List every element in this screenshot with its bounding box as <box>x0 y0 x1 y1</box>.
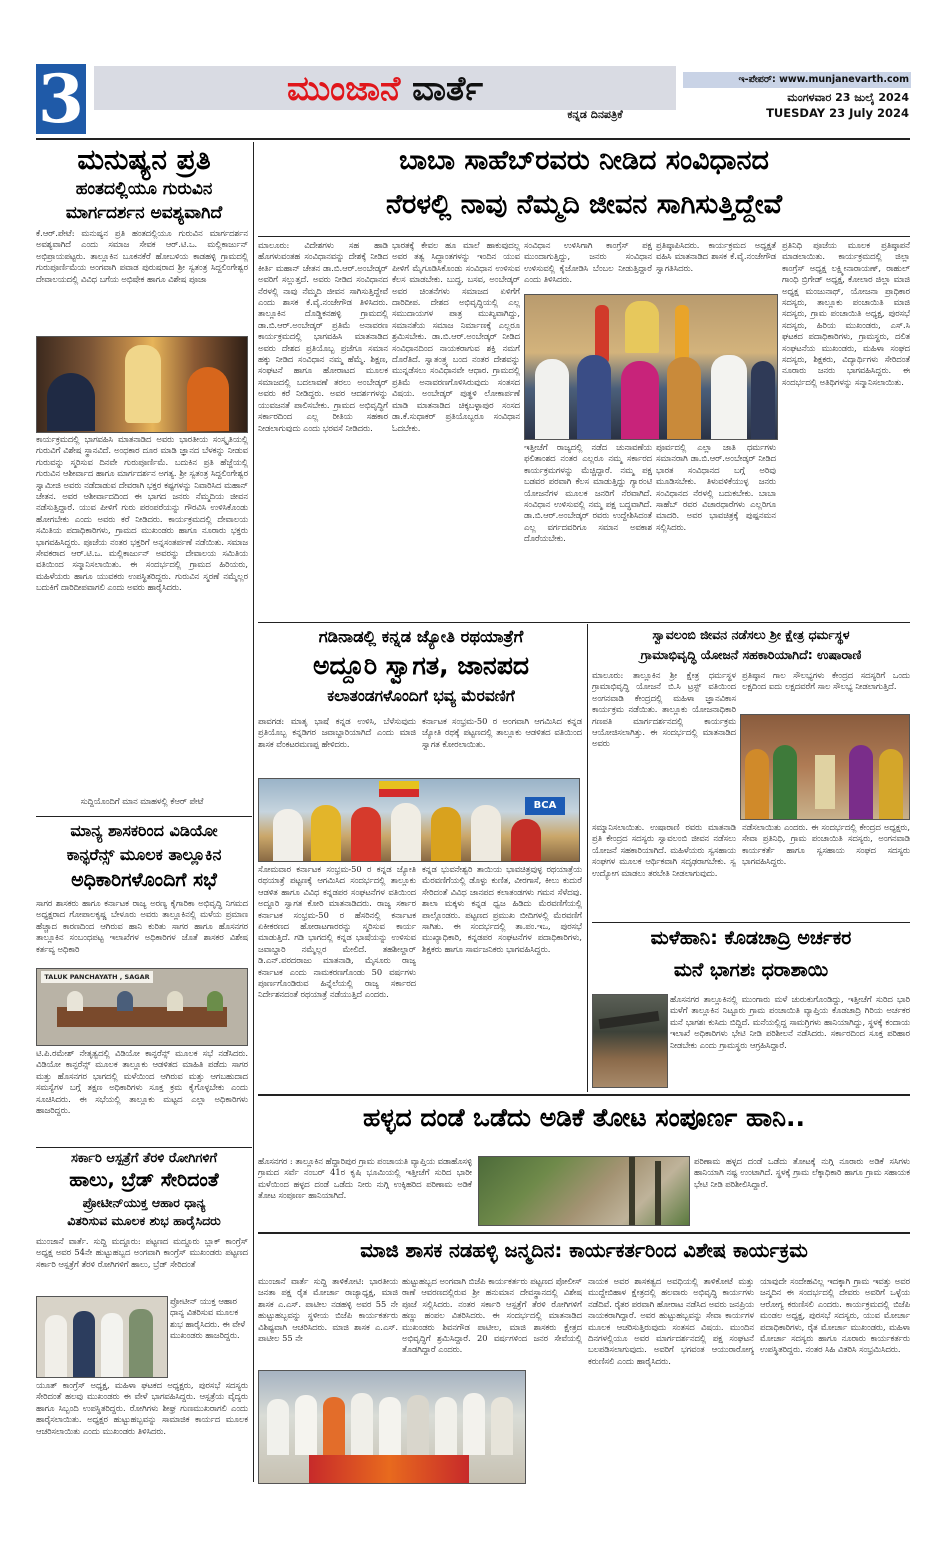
lead-photo-person <box>711 355 747 439</box>
ratha-photo-person <box>311 805 341 861</box>
hospital-photo-person <box>45 1315 67 1377</box>
dharma-photo-person <box>745 749 769 819</box>
dharma-title-2: ಗ್ರಾಮಾಭಿವೃದ್ಧಿ ಯೋಜನೆ ಸಹಕಾರಿಯಾಗಿದೆ: ಉಷಾರಾಣಿ <box>640 647 862 662</box>
logo-part-black: ವಾರ್ತೆ <box>412 69 483 109</box>
birthday-col-3: ನಾಯಕ ಅವರ ಶಾಸಕತ್ವದ ಅವಧಿಯಲ್ಲಿ ತಾಳಿಕೋಟೆ ಮತ್ತು ಮುದ್ದೇಬಿಹಾಳ ಕ್ಷೇತ್ರದಲ್ಲಿ ಹಲವಾರು ಅಭಿವೃದ್ಧಿ ಕಾರ್ಯಗಳು ನಡೆದಿವೆ. ರೈತರ ಪರವಾಗಿ ಹೋರಾಟ ನಡೆಸಿದ ಅವರು ಜನಪ್ರಿಯ ನಾಯಕರಾಗಿದ್ದಾರೆ. ಅವರ ಹುಟ್ಟುಹಬ್ಬವನ್ನು ಸೇವಾ ಕಾರ್ಯಗಳ ಮೂಲಕ ಆಚರಿಸುತ್ತಿರುವುದು ಸಂತಸದ ವಿಷಯ. ಮುಂದಿನ ದಿನಗಳಲ್ಲಿಯೂ ಅವರ ಮಾರ್ಗದರ್ಶನದಲ್ಲಿ ಪಕ್ಷ ಸಂಘಟನೆ ಬಲಪಡಿಸಲಾಗುವುದು. ಅವರಿಗೆ ಭಗವಂತ ಆಯುರಾರೋಗ್ಯ ಕರುಣಿಸಲಿ ಎಂದು ಹಾರೈಸಿದರು. <box>588 1276 754 1366</box>
date-english: TUESDAY 23 July 2024 <box>766 106 909 120</box>
rain-photo-roof <box>599 1011 660 1029</box>
lead-photo-statue <box>625 301 659 353</box>
hospital-body-side: ಪ್ರೋಟೀನ್ ಯುಕ್ತ ಆಹಾರ ಧಾನ್ಯ ವಿತರಿಸುವ ಮೂಲಕ ಶುಭ ಹಾರೈಸಿದರು. ಈ ವೇಳೆ ಮುಖಂಡರು ಹಾಜರಿದ್ದರು. <box>170 1296 246 1341</box>
birthday-photo-person <box>295 1395 317 1455</box>
rain-photo <box>592 994 668 1088</box>
hospital-photo-person <box>129 1309 153 1377</box>
guru-body-2: ಕಾರ್ಯಕ್ರಮದಲ್ಲಿ ಭಾಗವಹಿಸಿ ಮಾತನಾಡಿದ ಅವರು ಭಾರತೀಯ ಸಂಸ್ಕೃತಿಯಲ್ಲಿ ಗುರುವಿಗೆ ವಿಶೇಷ ಸ್ಥಾನವಿದೆ. ಅಂಧಕಾರ ದೂರ ಮಾಡಿ ಜ್ಞಾನದ ಬೆಳಕನ್ನು ನೀಡುವ ಗುರುವನ್ನು ಸ್ಮರಿಸುವ ದಿನವೇ ಗುರುಪೂರ್ಣಿಮೆ. ಬದುಕಿನ ಪ್ರತಿ ಹೆಜ್ಜೆಯಲ್ಲಿ ಗುರುವಿನ ಆಶೀರ್ವಾದ ಹಾಗೂ ಮಾರ್ಗದರ್ಶನ ಅಗತ್ಯ. ಶ್ರೀ ಸ್ವತಂತ್ರ ಸಿದ್ದಲಿಂಗೇಶ್ವರ ಸ್ವಾಮೀಜಿ ಅವರು ನಡೆದಾಡುವ ದೇವರಾಗಿ ಭಕ್ತರ ಕಷ್ಟಗಳನ್ನು ನಿವಾರಿಸಿದ ಮಹಾನ್ ಚೇತನ. ಅವರ ಆಶೀರ್ವಾದದಿಂದ ಈ ಭಾಗದ ಜನರು ನೆಮ್ಮದಿಯ ಜೀವನ ನಡೆಸುತ್ತಿದ್ದಾರೆ. ಯುವ ಪೀಳಿಗೆ ಗುರು ಪರಂಪರೆಯನ್ನು ಗೌರವಿಸಿ ಉಳಿಸಿಕೊಂಡು ಹೋಗಬೇಕು ಎಂದು ಅವರು ಕರೆ ನೀಡಿದರು. ಕಾರ್ಯಕ್ರಮದಲ್ಲಿ ದೇವಾಲಯ ಸಮಿತಿಯ ಪದಾಧಿಕಾರಿಗಳು, ಗ್ರಾಮದ ಮುಖಂಡರು ಹಾಗೂ ನೂರಾರು ಭಕ್ತರು ಭಾಗವಹಿಸಿದ್ದರು. ಪೂಜೆಯ ನಂತರ ಭಕ್ತರಿಗೆ ಅನ್ನಸಂತರ್ಪಣೆ ನಡೆಯಿತು. ಸಮಾಜ ಸೇವಕರಾದ ಆರ್.ಟಿ.ಒ. ಮಲ್ಲಿಕಾರ್ಜುನ್ ಅವರನ್ನು ದೇವಾಲಯ ಸಮಿತಿಯ ವತಿಯಿಂದ ಸನ್ಮಾನಿಸಲಾಯಿತು. ಈ ಸಂದರ್ಭದಲ್ಲಿ ಗ್ರಾಮದ ಹಿರಿಯರು, ಮಹಿಳೆಯರು ಹಾಗೂ ಯುವಕರು ಉಪಸ್ಥಿತರಿದ್ದರು. ಗುರುವಿನ ಸ್ಮರಣೆ ನಮ್ಮೆಲ್ಲರ ಬದುಕಿಗೆ ದಾರಿದೀಪವಾಗಲಿ ಎಂದು ಅವರು ಹಾರೈಸಿದರು. <box>36 434 248 593</box>
lead-title-2: ನೆರಳಲ್ಲಿ ನಾವು ನೆಮ್ಮದಿ ಜೀವನ ಸಾಗಿಸುತ್ತಿದ್ದೇವೆ <box>385 189 783 220</box>
lead-photo-person <box>667 357 701 439</box>
dharma-body-right: ಪ್ರತಿಷ್ಠಾನ ಗಾಲ ಸೌಲಭ್ಯಗಳು ಕೇಂದ್ರದ ಸದಸ್ಯರಿಗೆ ಒಂದು ಲಕ್ಷದಿಂದ ಐದು ಲಕ್ಷದವರೆಗೆ ಸಾಲ ಸೌಲಭ್ಯ ನೀಡಲಾಗುತ್ತಿದೆ. <box>742 670 910 692</box>
logo-part-red: ಮುಂಜಾನೆ <box>287 69 401 109</box>
lead-col-4: ಪ್ರತಿಷ್ಠಾಪಿಸಿದರು. ಕಾರ್ಯಕ್ರಮದ ಅಧ್ಯಕ್ಷತೆ ವಹಿಸಿ ಮಾತನಾಡಿದ ಶಾಸಕ ಕೆ.ವೈ.ನಂಜೇಗೌಡ ಸ್ವಾಗತಿಸಿದರು. <box>656 240 776 273</box>
dharma-photo-person <box>879 749 903 819</box>
masthead-logo <box>94 66 676 110</box>
lead-photo-person <box>751 361 775 439</box>
ratha-photo-person <box>273 809 303 861</box>
hallada-body-right: ಪರಿಣಾಮ ಹಳ್ಳದ ದಂಡೆ ಒಡೆದು ತೋಟಕ್ಕೆ ನುಗ್ಗಿ ನೂರಾರು ಅಡಿಕೆ ಸಸಿಗಳು ಹಾನಿಯಾಗಿ ನಷ್ಟ ಉಂಟಾಗಿದೆ. ಸ್ಥಳಕ್ಕೆ ಗ್ರಾಮ ಲೆಕ್ಕಾಧಿಕಾರಿ ಹಾಗೂ ಗ್ರಾಮ ಸಹಾಯಕ ಭೇಟಿ ನೀಡಿ ಪರಿಶೀಲಿಸಿದ್ದಾರೆ. <box>694 1156 910 1189</box>
divider-hallada-top <box>258 1094 910 1096</box>
hallada-body-left: ಹೊಸನಗರ : ತಾಲ್ಲೂಕಿನ ಹೆದ್ದಾರಿಪುರ ಗ್ರಾಮ ಪಂಚಾಯತಿ ವ್ಯಾಪ್ತಿಯ ವಡಾಹೊಸಳ್ಳಿ ಗ್ರಾಮದ ಸರ್ವೆ ನಂಬರ್ 41ರ ಕೃಷಿ ಭೂಮಿಯಲ್ಲಿ ಇತ್ತೀಚೆಗೆ ಸುರಿದ ಭಾರೀ ಮಳೆಯಿಂದ ಹಳ್ಳದ ದಂಡೆ ಒಡೆದು ನೀರು ನುಗ್ಗಿ ಉಕ್ಕಿಹರಿದ ಪರಿಣಾಮ ಅಡಿಕೆ ತೋಟ ಸಂಪೂರ್ಣ ಹಾನಿಯಾಗಿದೆ. <box>258 1156 472 1201</box>
hospital-photo-person <box>73 1311 95 1377</box>
lead-photo-person <box>577 355 611 439</box>
birthday-photo-person <box>267 1399 289 1455</box>
lead-col-3b: ಇತ್ತೀಚೆಗೆ ರಾಜ್ಯದಲ್ಲಿ ನಡೆದ ಚುನಾವಣೆಯ ಫಲಿತಾಂಶದ ನಂತರ ಎಲ್ಲರೂ ನಮ್ಮ ಸರ್ಕಾರದ ಕಾರ್ಯಕ್ರಮಗಳನ್ನು ಮೆಚ್ಚಿದ್ದಾರೆ. ನಮ್ಮ ಪಕ್ಷ ಬಡವರ ಪರವಾಗಿ ಕೆಲಸ ಮಾಡುತ್ತಿದ್ದು ಗ್ಯಾರಂಟಿ ಯೋಜನೆಗಳ ಮೂಲಕ ಜನರಿಗೆ ನೆರವಾಗಿದೆ. ಸಂವಿಧಾನ ಉಳಿಸುವಲ್ಲಿ ನಮ್ಮ ಪಕ್ಷ ಬದ್ಧವಾಗಿದೆ. ಡಾ.ಬಿ.ಆರ್.ಅಂಬೇಡ್ಕರ್ ರವರು ಉದ್ದೇಶಿಸಿದಂತೆ ಎಲ್ಲ ವರ್ಗದವರಿಗೂ ಸಮಾನ ಅವಕಾಶ ದೊರೆಯಬೇಕು. <box>524 442 652 544</box>
dharma-body-bottom-right: ನಡೆಸಲಾಯಿತು ಎಂದರು. ಈ ಸಂದರ್ಭದಲ್ಲಿ ಕೇಂದ್ರದ ಅಧ್ಯಕ್ಷರು, ಸೇವಾ ಪ್ರತಿನಿಧಿ, ಗ್ರಾಮ ಪಂಚಾಯಿತಿ ಸದಸ್ಯರು, ಅಂಗನವಾಡಿ ಕಾರ್ಯಕರ್ತೆ ಹಾಗೂ ಸ್ವಸಹಾಯ ಸಂಘದ ಸದಸ್ಯರು ಭಾಗವಹಿಸಿದ್ದರು. <box>742 822 910 867</box>
dharma-title-1: ಸ್ವಾವಲಂಬಿ ಜೀವನ ನಡೆಸಲು ಶ್ರೀ ಕ್ಷೇತ್ರ ಧರ್ಮಸ್ಥಳ <box>652 627 850 642</box>
masthead-tagline: ಕನ್ನಡ ದಿನಪತ್ರಿಕೆ <box>567 108 623 121</box>
ratha-title-3: ಕಲಾತಂಡಗಳೊಂದಿಗೆ ಭವ್ಯ ಮೆರವಣಿಗೆ <box>327 687 515 705</box>
birthday-photo-person <box>351 1393 373 1455</box>
rain-title-1: ಮಳೆಹಾನಿ: ಕೊಡಚಾದ್ರಿ ಅರ್ಚಕರ <box>650 927 852 949</box>
ratha-title-2: ಅದ್ದೂರಿ ಸ್ವಾಗತ, ಜಾನಪದ <box>312 651 529 680</box>
ratha-flag <box>379 781 419 797</box>
hallada-photo-tree <box>655 1161 661 1225</box>
rain-body: ಹೊಸನಗರ ತಾಲ್ಲೂಕಿನಲ್ಲಿ ಮುಂಗಾರು ಮಳೆ ಚುರುಕುಗೊಂಡಿದ್ದು, ಇತ್ತೀಚೆಗೆ ಸುರಿದ ಭಾರಿ ಮಳೆಗೆ ತಾಲ್ಲೂಕಿನ ನಿಟ್ಟೂರು ಗ್ರಾಮ ಪಂಚಾಯಿತಿ ವ್ಯಾಪ್ತಿಯ ಕೊಡಚಾದ್ರಿ ಗಿರಿಯ ಅರ್ಚಕರ ಮನೆ ಭಾಗಶಃ ಕುಸಿದು ಬಿದ್ದಿದೆ. ಮನೆಯಲ್ಲಿದ್ದ ಸಾಮಗ್ರಿಗಳು ಹಾನಿಯಾಗಿದ್ದು, ಸ್ಥಳಕ್ಕೆ ಕಂದಾಯ ಇಲಾಖೆ ಅಧಿಕಾರಿಗಳು ಭೇಟಿ ನೀಡಿ ಪರಿಶೀಲನೆ ನಡೆಸಿದರು. ಸರ್ಕಾರದಿಂದ ಸೂಕ್ತ ಪರಿಹಾರ ನೀಡಬೇಕು ಎಂದು ಗ್ರಾಮಸ್ಥರು ಆಗ್ರಹಿಸಿದ್ದಾರೆ. <box>670 994 910 1050</box>
date-kannada: ಮಂಗಳವಾರ 23 ಜುಲೈ 2024 <box>787 91 909 104</box>
video-title-3: ಅಧಿಕಾರಿಗಳೊಂದಿಗೆ ಸಭೆ <box>71 869 217 891</box>
divider-dharma-bottom <box>592 922 910 923</box>
ratha-body-right: ಕನ್ನಡ ಭುವನೇಶ್ವರಿ ತಾಯಿಯ ಭಾವಚಿತ್ರವುಳ್ಳ ರಥಯಾತ್ರೆಯ ಮೆರವಣಿಗೆಯಲ್ಲಿ ಡೊಳ್ಳು ಕುಣಿತ, ವೀರಗಾಸೆ, ಕೀಲು ಕುದುರೆ ಸೇರಿದಂತೆ ವಿವಿಧ ಜಾನಪದ ಕಲಾತಂಡಗಳು ಗಮನ ಸೆಳೆದವು. ಶಾಲಾ ಮಕ್ಕಳು ಕನ್ನಡ ಧ್ವಜ ಹಿಡಿದು ಮೆರವಣಿಗೆಯಲ್ಲಿ ಪಾಲ್ಗೊಂಡರು. ಪಟ್ಟಣದ ಪ್ರಮುಖ ಬೀದಿಗಳಲ್ಲಿ ಮೆರವಣಿಗೆ ಸಾಗಿತು. ಈ ಸಂದರ್ಭದಲ್ಲಿ ತಾ.ಪಂ.ಇಒ, ಪುರಸಭೆ ಮುಖ್ಯಾಧಿಕಾರಿ, ಕನ್ನಡಪರ ಸಂಘಟನೆಗಳ ಪದಾಧಿಕಾರಿಗಳು, ಶಿಕ್ಷಕರು ಹಾಗೂ ಸಾರ್ವಜನಿಕರು ಭಾಗವಹಿಸಿದ್ದರು. <box>422 864 582 954</box>
ratha-photo-person <box>351 807 381 861</box>
ratha-photo-person <box>431 807 461 861</box>
birthday-col-4: ಯಾವುದೇ ಸಂದೇಹವಿಲ್ಲ ಇದಕ್ಕಾಗಿ ಗ್ರಾಮ ಇವತ್ತು ಅವರ ಜನ್ಮದಿನ ಈ ಸಂದರ್ಭದಲ್ಲಿ ದೇವರು ಅವರಿಗೆ ಒಳ್ಳೆಯ ಆರೋಗ್ಯ ಕರುಣಿಸಲಿ ಎಂದರು. ಕಾರ್ಯಕ್ರಮದಲ್ಲಿ ಬಿಜೆಪಿ ಮಂಡಲ ಅಧ್ಯಕ್ಷ, ಪುರಸಭೆ ಸದಸ್ಯರು, ಯುವ ಮೋರ್ಚಾ ಪದಾಧಿಕಾರಿಗಳು, ರೈತ ಮೋರ್ಚಾ ಮುಖಂಡರು, ಮಹಿಳಾ ಮೋರ್ಚಾ ಸದಸ್ಯರು ಹಾಗೂ ನೂರಾರು ಕಾರ್ಯಕರ್ತರು ಉಪಸ್ಥಿತರಿದ್ದರು. ನಂತರ ಸಿಹಿ ವಿತರಿಸಿ ಸಂಭ್ರಮಿಸಿದರು. <box>760 1276 910 1355</box>
guru-photo <box>36 336 248 433</box>
hospital-body-2: ಯೂತ್ ಕಾಂಗ್ರೆಸ್ ಅಧ್ಯಕ್ಷ, ಮಹಿಳಾ ಘಟಕದ ಅಧ್ಯಕ್ಷರು, ಪುರಸಭೆ ಸದಸ್ಯರು ಸೇರಿದಂತೆ ಹಲವು ಮುಖಂಡರು ಈ ವೇಳೆ ಭಾಗವಹಿಸಿದ್ದರು. ಆಸ್ಪತ್ರೆಯ ವೈದ್ಯರು ಹಾಗೂ ಸಿಬ್ಬಂದಿ ಉಪಸ್ಥಿತರಿದ್ದರು. ರೋಗಿಗಳು ಶೀಘ್ರ ಗುಣಮುಖರಾಗಲಿ ಎಂದು ಹಾರೈಸಲಾಯಿತು. ಅಧ್ಯಕ್ಷರ ಹುಟ್ಟುಹಬ್ಬವನ್ನು ಸಾಮಾಜಿಕ ಕಾರ್ಯದ ಮೂಲಕ ಆಚರಿಸಲಾಯಿತು ಎಂದು ಮುಖಂಡರು ತಿಳಿಸಿದರು. <box>36 1380 248 1436</box>
guru-title-2: ಹಂತದಲ್ಲಿಯೂ ಗುರುವಿನ <box>75 179 213 199</box>
ratha-photo-person <box>391 803 421 861</box>
lead-col-5: ಪ್ರತಿನಿಧಿ ಪೂಜೆಯ ಮೂಲಕ ಪ್ರತಿಷ್ಠಾಪನೆ ಮಾಡಲಾಯಿತು. ಕಾರ್ಯಕ್ರಮದಲ್ಲಿ ಜಿಲ್ಲಾ ಕಾಂಗ್ರೆಸ್ ಅಧ್ಯಕ್ಷ ಲಕ್ಷ್ಮೀನಾರಾಯಣ್, ರಾಹುಲ್ ಗಾಂಧಿ ಬ್ರಿಗೇಡ್ ಅಧ್ಯಕ್ಷ, ಕೋಲಾರ ಜಿಲ್ಲಾ ಮಾಜಿ ಅಧ್ಯಕ್ಷ ಮಂಜುನಾಥ್, ಯೋಜನಾ ಪ್ರಾಧಿಕಾರ ಸದಸ್ಯರು, ತಾಲ್ಲೂಕು ಪಂಚಾಯಿತಿ ಮಾಜಿ ಸದಸ್ಯರು, ಗ್ರಾಮ ಪಂಚಾಯಿತಿ ಅಧ್ಯಕ್ಷ, ಪುರಸಭೆ ಸದಸ್ಯರು, ಹಿರಿಯ ಮುಖಂಡರು, ಎಸ್.ಸಿ ಘಟಕದ ಪದಾಧಿಕಾರಿಗಳು, ಗ್ರಾಮಸ್ಥರು, ದಲಿತ ಸಂಘಟನೆಯ ಮುಖಂಡರು, ಮಹಿಳಾ ಸಂಘದ ಸದಸ್ಯರು, ಶಿಕ್ಷಕರು, ವಿದ್ಯಾರ್ಥಿಗಳು ಸೇರಿದಂತೆ ನೂರಾರು ಜನರು ಭಾಗವಹಿಸಿದ್ದರು. ಈ ಸಂದರ್ಭದಲ್ಲಿ ಅತಿಥಿಗಳನ್ನು ಸನ್ಮಾನಿಸಲಾಯಿತು. <box>782 240 910 387</box>
video-photo <box>36 968 248 1046</box>
video-photo-person <box>207 991 223 1011</box>
guru-signoff: ಸುದ್ದಿಯೊಂದಿಗೆ ಮಾನ ಮಾಹಳಲ್ಲಿ ಕೆಆರ್ ಪೇಟೆ <box>80 796 204 806</box>
dharma-body-left: ಮಾಲೂರು: ತಾಲ್ಲೂಕಿನ ಶ್ರೀ ಕ್ಷೇತ್ರ ಧರ್ಮಸ್ಥಳ ಗ್ರಾಮಾಭಿವೃದ್ಧಿ ಯೋಜನೆ ಬಿ.ಸಿ ಟ್ರಸ್ಟ್ ವತಿಯಿಂದ ಅಂಗನವಾಡಿ ಕೇಂದ್ರದಲ್ಲಿ ಮಹಿಳಾ ಜ್ಞಾನವಿಕಾಸ ಕಾರ್ಯಕ್ರಮ ನಡೆಯಿತು. ತಾಲ್ಲೂಕು ಯೋಜನಾಧಿಕಾರಿ ಗಣಪತಿ ಮಾರ್ಗದರ್ಶನದಲ್ಲಿ ಕಾರ್ಯಕ್ರಮ ಆಯೋಜಿಸಲಾಗಿತ್ತು. ಈ ಸಂದರ್ಭದಲ್ಲಿ ಮಾತನಾಡಿದ ಅವರು <box>592 670 736 749</box>
guru-title-3: ಮಾರ್ಗದರ್ಶನ ಅವಶ್ಯವಾಗಿದೆ <box>65 203 223 223</box>
ratha-body-left: ಸೋಮವಾರ ಕರ್ನಾಟಕ ಸಂಭ್ರಮ-50 ರ ಕನ್ನಡ ಜ್ಯೋತಿ ರಥಯಾತ್ರೆ ಪಟ್ಟಣಕ್ಕೆ ಆಗಮಿಸಿದ ಸಂದರ್ಭದಲ್ಲಿ ತಾಲ್ಲೂಕು ಆಡಳಿತ ಹಾಗೂ ವಿವಿಧ ಕನ್ನಡಪರ ಸಂಘಟನೆಗಳ ವತಿಯಿಂದ ಅದ್ದೂರಿ ಸ್ವಾಗತ ಕೋರಿ ಮಾತನಾಡಿದರು. ರಾಜ್ಯ ಸರ್ಕಾರ ಕರ್ನಾಟಕ ಸಂಭ್ರಮ-50 ರ ಹೆಸರಿನಲ್ಲಿ ಕರ್ನಾಟಕ ಏಕೀಕರಣದ ಹೋರಾಟಗಾರರನ್ನು ಸ್ಮರಿಸುವ ಕಾರ್ಯ ಮಾಡುತ್ತಿದೆ. ಗಡಿ ಭಾಗದಲ್ಲಿ ಕನ್ನಡ ಭಾಷೆಯನ್ನು ಉಳಿಸುವ ಜವಾಬ್ದಾರಿ ನಮ್ಮೆಲ್ಲರ ಮೇಲಿದೆ. ತಹಶೀಲ್ದಾರ್ ಡಿ.ಎನ್.ವರದರಾಜು ಮಾತನಾಡಿ, ಮೈಸೂರು ರಾಜ್ಯ ಕರ್ನಾಟಕ ಎಂದು ನಾಮಕರಣಗೊಂಡು 50 ವರ್ಷಗಳು ಪೂರ್ಣಗೊಂಡಿರುವ ಹಿನ್ನೆಲೆಯಲ್ಲಿ ರಾಜ್ಯ ಸರ್ಕಾರದ ನಿರ್ದೇಶನದಂತೆ ರಥಯಾತ್ರೆ ನಡೆಯುತ್ತಿದೆ ಎಂದರು. <box>258 864 416 1000</box>
hallada-title: ಹಳ್ಳದ ದಂಡೆ ಒಡೆದು ಅಡಿಕೆ ತೋಟ ಸಂಪೂರ್ಣ ಹಾನಿ.. <box>362 1103 806 1132</box>
divider-video-bottom <box>36 1147 252 1148</box>
birthday-photo <box>258 1370 526 1484</box>
ratha-intro-right: ಕರ್ನಾಟಕ ಸಂಭ್ರಮ-50 ರ ಅಂಗವಾಗಿ ಆಗಮಿಸಿದ ಕನ್ನಡ ಜ್ಯೋತಿ ರಥಕ್ಕೆ ಪಟ್ಟಣದಲ್ಲಿ ತಾಲ್ಲೂಕು ಆಡಳಿತದ ವತಿಯಿಂದ ಸ್ವಾಗತ ಕೋರಲಾಯಿತು. <box>422 716 582 749</box>
hallada-photo <box>478 1156 690 1226</box>
birthday-col-1: ಮುಂಜಾನೆ ವಾರ್ತೆ ಸುದ್ದಿ ತಾಳಿಕೋಟಿ: ಭಾರತೀಯ ಜನತಾ ಪಕ್ಷ ರೈತ ಮೋರ್ಚಾ ರಾಜ್ಯಾಧ್ಯಕ್ಷ, ಮಾಜಿ ಶಾಸಕ ಎ.ಎಸ್. ಪಾಟೀಲ ನಡಹಳ್ಳಿ ಅವರ 55 ನೇ ಹುಟ್ಟುಹಬ್ಬವನ್ನು ಸ್ಥಳೀಯ ಬಿಜೆಪಿ ಕಾರ್ಯಕರ್ತರು ವಿಶಿಷ್ಟವಾಗಿ ಆಚರಿಸಿದರು. ಮಾಜಿ ಶಾಸಕ ಎ.ಎಸ್. ಪಾಟೀಲ 55 ನೇ <box>258 1276 398 1344</box>
dharma-photo-lamp <box>815 755 835 809</box>
video-title-1: ಮಾನ್ಯ ಶಾಸಕರಿಂದ ವಿಡಿಯೋ <box>70 821 218 840</box>
divider-guru-bottom <box>36 816 252 817</box>
guru-photo-person <box>47 373 95 431</box>
ratha-intro-left: ಪಾವಗಡ: ಮಾತೃ ಭಾಷೆ ಕನ್ನಡ ಉಳಿಸಿ, ಬೆಳೆಸುವುದು ಪ್ರತಿಯೊಬ್ಬ ಕನ್ನಡಿಗರ ಜವಾಬ್ದಾರಿಯಾಗಿದೆ ಎಂದು ಮಾಜಿ ಶಾಸಕ ವೆಂಕಟರಮಣಪ್ಪ ಹೇಳಿದರು. <box>258 716 416 749</box>
divider-ratha-right <box>587 624 588 1092</box>
video-body: ಸಾಗರ ಶಾಸಕರು ಹಾಗೂ ಕರ್ನಾಟಕ ರಾಜ್ಯ ಅರಣ್ಯ ಕೈಗಾರಿಕಾ ಅಭಿವೃದ್ಧಿ ನಿಗಮದ ಅಧ್ಯಕ್ಷರಾದ ಗೋಪಾಲಕೃಷ್ಣ ಬೇಳೂರು ಅವರು ತಾಲ್ಲೂಕಿನಲ್ಲಿ ಮಳೆಯ ಪ್ರಮಾಣ ಹೆಚ್ಚಾದ ಕಾರಣದಿಂದ ಆಗಿರುವ ಹಾನಿ ಕುರಿತು ಸಾಗರ ಹಾಗೂ ಹೊಸನಗರ ತಾಲ್ಲೂಕಿನ ಸಂಬಂಧಪಟ್ಟ ಇಲಾಖೆಗಳ ಅಧಿಕಾರಿಗಳ ಜೊತೆ ಶಾಸಕರ ವಿಶೇಷ ಕರ್ತವ್ಯ ಅಧಿಕಾರಿ <box>36 898 248 954</box>
ratha-photo-person <box>471 805 501 861</box>
masthead-rule <box>36 138 910 140</box>
birthday-photo-person <box>491 1397 513 1455</box>
lead-photo-garland <box>675 305 689 365</box>
rain-title-2: ಮನೆ ಭಾಗಶಃ ಧರಾಶಾಯಿ <box>673 959 829 981</box>
lead-title-1: ಬಾಬಾ ಸಾಹೆಬ್‌ರವರು ನೀಡಿದ ಸಂವಿಧಾನದ <box>399 145 769 176</box>
hospital-body: ಮುಂಜಾನೆ ವಾರ್ತೆ. ಸುದ್ದಿ ಮದ್ದೂರು: ಪಟ್ಟಣದ ಮದ್ದೂರು ಬ್ಲಾಕ್ ಕಾಂಗ್ರೆಸ್ ಅಧ್ಯಕ್ಷ ಅವರ 54ನೇ ಹುಟ್ಟುಹಬ್ಬದ ಅಂಗವಾಗಿ ಕಾಂಗ್ರೆಸ್ ಮುಖಂಡರು ಪಟ್ಟಣದ ಸರ್ಕಾರಿ ಆಸ್ಪತ್ರೆಗೆ ತೆರಳಿ ರೋಗಿಗಳಿಗೆ ಹಾಲು, ಬ್ರೆಡ್ ಸೇರಿದಂತೆ <box>36 1236 248 1269</box>
birthday-photo-person <box>379 1397 401 1455</box>
video-photo-person <box>117 991 133 1011</box>
ratha-title-1: ಗಡಿನಾಡಲ್ಲಿ ಕನ್ನಡ ಜ್ಯೋತಿ ರಥಯಾತ್ರೆಗೆ <box>318 627 524 646</box>
video-photo-person <box>67 991 83 1011</box>
lead-photo-person <box>621 361 659 439</box>
lead-col-1: ಮಾಲೂರು: ವಿದೇಶಗಳು ಸಹ ಹಾಡಿ ಹೊಗಳುವಂತಹ ಸಂವಿಧಾನವನ್ನು ದೇಶಕ್ಕೆ ನೀಡಿದ ಕೀರ್ತಿ ಮಹಾನ್ ಚೇತನ ಡಾ.ಬಿ.ಆರ್.ಅಂಬೇಡ್ಕರ್ ಅವರಿಗೆ ಸಲ್ಲುತ್ತದೆ. ಅವರು ನೀಡಿದ ಸಂವಿಧಾನದ ನೆರಳಲ್ಲಿ ನಾವು ನೆಮ್ಮದಿ ಜೀವನ ಸಾಗಿಸುತ್ತಿದ್ದೇವೆ ಎಂದು ಶಾಸಕ ಕೆ.ವೈ.ನಂಜೇಗೌಡ ತಿಳಿಸಿದರು. ತಾಲ್ಲೂಕಿನ ದೊಡ್ಡಿಕನಹಳ್ಳಿ ಗ್ರಾಮದಲ್ಲಿ ಡಾ.ಬಿ.ಆರ್.ಅಂಬೇಡ್ಕರ್ ಪ್ರತಿಮೆ ಅನಾವರಣ ಕಾರ್ಯಕ್ರಮದಲ್ಲಿ ಭಾಗವಹಿಸಿ ಮಾತನಾಡಿದ ಅವರು ದೇಶದ ಪ್ರತಿಯೊಬ್ಬ ಪ್ರಜೆಗೂ ಸಮಾನ ಹಕ್ಕು ನೀಡಿದ ಸಂವಿಧಾನ ನಮ್ಮ ಹೆಮ್ಮೆ. ಶಿಕ್ಷಣ, ಸಂಘಟನೆ ಹಾಗೂ ಹೋರಾಟದ ಮೂಲಕ ಸಮಾಜದಲ್ಲಿ ಬದಲಾವಣೆ ತರಲು ಅಂಬೇಡ್ಕರ್ ಅವರು ಕರೆ ನೀಡಿದ್ದರು. ಅವರ ಆದರ್ಶಗಳನ್ನು ಯುವಜನತೆ ಪಾಲಿಸಬೇಕು. ಗ್ರಾಮದ ಅಭಿವೃದ್ಧಿಗೆ ಸರ್ಕಾರದಿಂದ ಎಲ್ಲ ರೀತಿಯ ಸಹಕಾರ ನೀಡಲಾಗುವುದು ಎಂದು ಭರವಸೆ ನೀಡಿದರು. <box>258 240 388 433</box>
divider-birthday-top <box>258 1232 910 1234</box>
hospital-title-3: ಪ್ರೋಟೀನ್‌ಯುಕ್ತ ಆಹಾರ ಧಾನ್ಯ <box>82 1195 206 1210</box>
birthday-photo-person <box>463 1393 485 1455</box>
birthday-col-2-cont <box>530 1370 584 1482</box>
hallada-photo-tree <box>629 1157 635 1225</box>
lead-bottom-rule <box>258 622 910 623</box>
lead-photo <box>524 294 778 440</box>
guru-title-1: ಮನುಷ್ಯನ ಪ್ರತಿ <box>77 143 211 176</box>
video-sign-board: TALUK PANCHAYATH , SAGAR <box>41 971 153 983</box>
dharma-body-bottom-left: ಸಮ್ಮಾನಿಸಲಾಯಿತು. ಉಷಾರಾಣಿ ರವರು ಮಾತನಾಡಿ ಪ್ರತಿ ಕೇಂದ್ರದ ಸದಸ್ಯರು ಸ್ವಾವಲಂಬಿ ಜೀವನ ನಡೆಸಲು ಯೋಜನೆ ಸಹಕಾರಿಯಾಗಿದೆ. ಮಹಿಳೆಯರು ಸ್ವಸಹಾಯ ಸಂಘಗಳ ಮೂಲಕ ಆರ್ಥಿಕವಾಗಿ ಸದೃಢರಾಗಬೇಕು. ಸ್ವ ಉದ್ಯೋಗ ಮಾಡಲು ತರಬೇತಿ ನೀಡಲಾಗುವುದು. <box>592 822 736 878</box>
divider-left <box>253 142 254 1482</box>
lead-col-3: ಸಂವಿಧಾನ ಉಳಿಸಿಗಾಗಿ ಕಾಂಗ್ರೆಸ್ ಪಕ್ಷ ಮುಂದಾಗುತ್ತಿದ್ದು, ಜನರು ಸಂವಿಧಾನ ಉಳಿಸುವಲ್ಲಿ ಕೈಜೋಡಿಸಿ ಬೆಂಬಲ ನೀಡುತ್ತಿದ್ದಾರೆ ಎಂದು ತಿಳಿಸಿದರು. <box>524 240 652 285</box>
lead-col-4b: ಪೂರ್ವದಲ್ಲಿ ಎಲ್ಲಾ ಜಾತಿ ಧರ್ಮಗಳು ಸಮಾನರಾಗಿ ಡಾ.ಬಿ.ಆರ್.ಅಂಬೇಡ್ಕರ್ ನೀಡಿದ ಭಾರತ ಸಂವಿಧಾನದ ಬಗ್ಗೆ ಅರಿವು ಮೂಡಿಸಬೇಕು. ತಿಳುವಳಿಕೆಯುಳ್ಳ ಜನರು ಸಂವಿಧಾನದ ನೆರಳಲ್ಲಿ ಬದುಕಬೇಕು. ಬಾಬಾ ಸಾಹೆಬ್ ರವರ ವಿಚಾರಧಾರೆಗಳು ಎಲ್ಲರಿಗೂ ಮಾದರಿ. ಅವರ ಭಾವಚಿತ್ರಕ್ಕೆ ಪುಷ್ಪನಮನ ಸಲ್ಲಿಸಿದರು. <box>656 442 776 532</box>
guru-body: ಕೆ.ಆರ್.ಪೇಟೆ: ಮನುಷ್ಯನ ಪ್ರತಿ ಹಂತದಲ್ಲಿಯೂ ಗುರುವಿನ ಮಾರ್ಗದರ್ಶನ ಅವಶ್ಯವಾಗಿದೆ ಎಂದು ಸಮಾಜ ಸೇವಕ ಆರ್.ಟಿ.ಒ. ಮಲ್ಲಿಕಾರ್ಜುನ್ ಅಭಿಪ್ರಾಯಪಟ್ಟರು. ತಾಲ್ಲೂಕಿನ ಬೂಕನಕೆರೆ ಹೋಬಳಿಯ ಕಾಡಹಳ್ಳಿ ಗ್ರಾಮದಲ್ಲಿ ಗುರುಪೂರ್ಣಿಮೆಯ ಅಂಗವಾಗಿ ಪವಾಡ ಪುರುಷರಾದ ಶ್ರೀ ಸ್ವತಂತ್ರ ಸಿದ್ದಲಿಂಗೇಶ್ವರ ದೇವಾಲಯದಲ್ಲಿ ವಿವಿಧ ಬಗೆಯ ಅಭಿಷೇಕ ಹಾಗೂ ವಿಶೇಷ ಪೂಜಾ <box>36 228 248 284</box>
dharma-photo-person <box>849 745 873 819</box>
lead-photo-person <box>535 359 569 439</box>
guru-photo-person <box>187 367 229 431</box>
lead-title-rule <box>258 236 910 237</box>
video-photo-person <box>167 991 183 1011</box>
hospital-title-4: ವಿತರಿಸುವ ಮೂಲಕ ಶುಭ ಹಾರೈಸಿದರು <box>67 1213 221 1228</box>
dharma-photo-person <box>773 745 797 819</box>
ratha-banner: BCA <box>525 797 565 815</box>
hospital-photo <box>36 1296 168 1378</box>
birthday-photo-banner <box>309 1455 469 1483</box>
birthday-photo-person <box>323 1397 345 1455</box>
page-number-box: 3 <box>36 64 86 134</box>
hospital-photo-person <box>101 1313 123 1377</box>
video-title-2: ಕಾನ್ಫರೆನ್ಸ್ ಮೂಲಕ ತಾಲ್ಲೂಕಿನ <box>66 845 222 864</box>
birthday-title: ಮಾಜಿ ಶಾಸಕ ನಡಹಳ್ಳಿ ಜನ್ಮದಿನ: ಕಾರ್ಯಕರ್ತರಿಂದ ವಿಶೇಷ ಕಾರ್ಯಕ್ರಮ <box>360 1239 808 1262</box>
epaper-url[interactable]: ಇ-ಪೇಪರ್: www.munjanevarth.com <box>738 74 909 85</box>
hospital-title-2: ಹಾಲು, ಬ್ರೆಡ್ ಸೇರಿದಂತೆ <box>69 1169 219 1191</box>
ratha-photo-person <box>511 819 541 861</box>
birthday-photo-person <box>407 1395 429 1455</box>
guru-photo-idol <box>125 345 161 423</box>
birthday-col-2: ಹುಟ್ಟುಹಬ್ಬದ ಅಂಗವಾಗಿ ಬಿಜೆಪಿ ಕಾರ್ಯಕರ್ತರು ಪಟ್ಟಣದ ಪೋಲೀಸ್ ಠಾಣೆ ಆವರಣದಲ್ಲಿರುವ ಶ್ರೀ ಹನುಮಾನ ದೇವಸ್ಥಾನದಲ್ಲಿ ವಿಶೇಷ ಪೂಜೆ ಸಲ್ಲಿಸಿದರು. ನಂತರ ಸರ್ಕಾರಿ ಆಸ್ಪತ್ರೆಗೆ ತೆರಳಿ ರೋಗಿಗಳಿಗೆ ಹಣ್ಣು ಹಂಪಲ ವಿತರಿಸಿದರು. ಈ ಸಂದರ್ಭದಲ್ಲಿ ಮಾತನಾಡಿದ ಮುಖಂಡರು ಶಿವನಗೌಡ ಪಾಟೀಲ, ಮಾಜಿ ಶಾಸಕರು ಕ್ಷೇತ್ರದ ಅಭಿವೃದ್ಧಿಗೆ ಶ್ರಮಿಸಿದ್ದಾರೆ. 20 ವರ್ಷಗಳಿಂದ ಜನರ ಸೇವೆಯಲ್ಲಿ ತೊಡಗಿದ್ದಾರೆ ಎಂದರು. <box>402 1276 582 1355</box>
lead-col-2: ಭಾರತಕ್ಕೆ ಕೇವಲ ಹೂ ಮಾಲೆ ಹಾಕುವುದಲ್ಲ ಅವರ ತತ್ವ ಸಿದ್ಧಾಂತಗಳನ್ನು ಇಂದಿನ ಯುವ ಪೀಳಿಗೆ ಮೈಗೂಡಿಸಿಕೊಂಡು ಸಂವಿಧಾನ ಉಳಿಸುವ ಕೆಲಸ ಮಾಡಬೇಕು. ಬುದ್ಧ, ಬಸವ, ಅಂಬೇಡ್ಕರ್ ಅವರ ಚಿಂತನೆಗಳು ಸಮಾಜದ ಏಳಿಗೆಗೆ ದಾರಿದೀಪ. ದೇಶದ ಅಭಿವೃದ್ಧಿಯಲ್ಲಿ ಎಲ್ಲ ಸಮುದಾಯಗಳ ಪಾತ್ರ ಮುಖ್ಯವಾಗಿದ್ದು, ಸಮಾನತೆಯ ಸಮಾಜ ನಿರ್ಮಾಣಕ್ಕೆ ಎಲ್ಲರೂ ಶ್ರಮಿಸಬೇಕು. ಡಾ.ಬಿ.ಆರ್.ಅಂಬೇಡ್ಕರ್ ನೀಡಿದ ಸಂವಿಧಾನದಿಂದ ನಾಯಕರಾಗುವ ಶಕ್ತಿ ನಮಗೆ ದೊರೆತಿದೆ. ಸ್ವಾತಂತ್ರ್ಯ ಬಂದ ನಂತರ ದೇಶವನ್ನು ಮುನ್ನಡೆಸಲು ಸಂವಿಧಾನವೇ ಆಧಾರ. ಗ್ರಾಮದಲ್ಲಿ ಪ್ರತಿಮೆ ಅನಾವರಣಗೊಳಿಸಿರುವುದು ಸಂತಸದ ವಿಷಯ. ಅಂಬೇಡ್ಕರ್ ಪುತ್ಥಳಿ ಲೋಕಾರ್ಪಣೆ ಮಾಡಿ ಮಾತನಾಡಿದ ಚಿಕ್ಕಬಳ್ಳಾಪುರ ಸಂಸದ ಡಾ.ಕೆ.ಸುಧಾಕರ್ ಪ್ರತಿಯೊಬ್ಬರೂ ಸಂವಿಧಾನ ಓದಬೇಕು. <box>392 240 520 433</box>
ratha-photo <box>258 778 580 862</box>
dharma-photo <box>740 714 910 820</box>
hospital-title-1: ಸರ್ಕಾರಿ ಆಸ್ಪತ್ರೆಗೆ ತೆರಳಿ ರೋಗಿಗಳಿಗೆ <box>70 1151 218 1166</box>
birthday-photo-person <box>435 1397 457 1455</box>
video-body-2: ಟಿ.ಪಿ.ರಮೇಶ್ ನೇತೃತ್ವದಲ್ಲಿ ವಿಡಿಯೋ ಕಾನ್ಫರೆನ್ಸ್ ಮೂಲಕ ಸಭೆ ನಡೆಸಿದರು. ವಿಡಿಯೋ ಕಾನ್ಫರೆನ್ಸ್ ಮೂಲಕ ತಾಲ್ಲೂಕು ಆಡಳಿತದ ಮಾಹಿತಿ ಪಡೆದು ಸಾಗರ ಮತ್ತು ಹೊಸನಗರ ಭಾಗದಲ್ಲಿ ಮಳೆಯಿಂದ ಆಗಿರುವ ಮತ್ತು ಆಗಬಹುದಾದ ಸಮಸ್ಯೆಗಳ ಬಗ್ಗೆ ತಕ್ಷಣ ಅಧಿಕಾರಿಗಳು ಸೂಕ್ತ ಕ್ರಮ ಕೈಗೊಳ್ಳಬೇಕು ಎಂದು ಸೂಚಿಸಿದರು. ಈ ಸಭೆಯಲ್ಲಿ ತಾಲ್ಲೂಕು ಮಟ್ಟದ ಎಲ್ಲಾ ಅಧಿಕಾರಿಗಳು ಹಾಜರಿದ್ದರು. <box>36 1048 248 1116</box>
